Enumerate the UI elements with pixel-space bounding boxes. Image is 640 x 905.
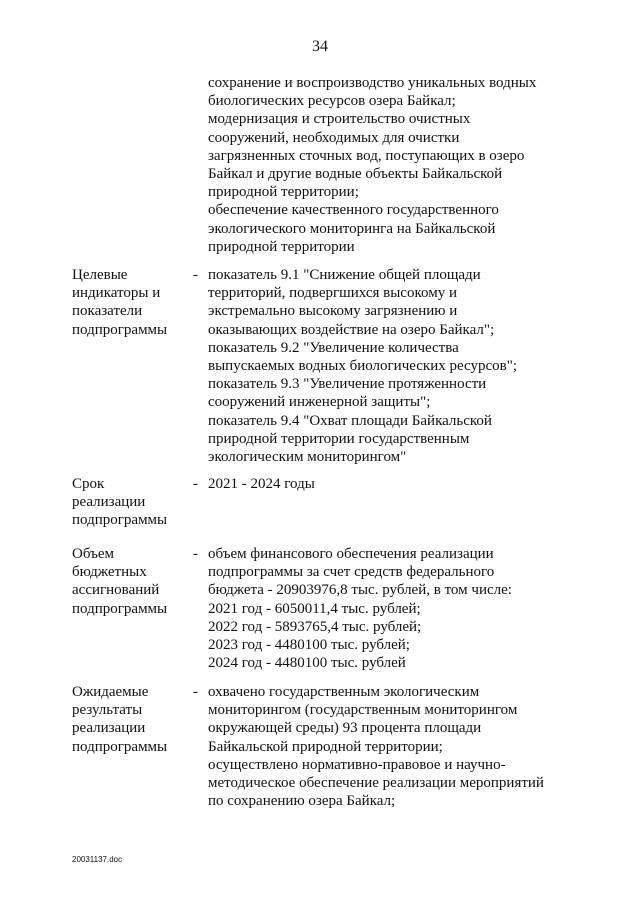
text-line: оказывающих воздействие на озеро Байкал"; bbox=[208, 321, 495, 338]
text-line: обеспечение качественного государственного bbox=[208, 202, 499, 219]
text-line: загрязненных сточных вод, поступающих в озеро bbox=[208, 147, 525, 164]
text-line: 2021 год - 6050011,4 тыс. рублей; bbox=[208, 600, 421, 617]
text-line: Байкал и другие водные объекты Байкальской bbox=[208, 166, 503, 183]
text-line: Байкальской природной территории; bbox=[208, 738, 443, 755]
label-line: Целевые bbox=[72, 267, 128, 283]
text-line: окружающей среды) 93 процента площади bbox=[208, 720, 482, 737]
text-line: методическое обеспечение реализации мероприятий bbox=[208, 775, 544, 792]
text-line: сохранение и воспроизводство уникальных водных bbox=[208, 75, 537, 91]
label-line: ассигнований bbox=[72, 582, 160, 599]
section-label bbox=[72, 545, 187, 618]
section-label bbox=[72, 475, 187, 530]
text-line: 2023 год - 4480100 тыс. рублей; bbox=[208, 637, 410, 654]
dash-separator: - bbox=[193, 684, 198, 700]
text-line: сооружений, необходимых для очистки bbox=[208, 129, 460, 146]
label-line: подпрограммы bbox=[72, 738, 168, 755]
text-line: 2024 год - 4480100 тыс. рублей bbox=[208, 655, 406, 672]
section-content bbox=[208, 266, 568, 466]
text-line: 2021 - 2024 годы bbox=[208, 476, 315, 492]
text-line: 2022 год - 5893765,4 тыс. рублей; bbox=[208, 618, 422, 635]
dash-separator: - bbox=[193, 546, 198, 562]
text-line: мониторингом (государственным мониторингом bbox=[208, 702, 518, 719]
label-line: бюджетных bbox=[72, 564, 147, 581]
text-line: объем финансового обеспечения реализации bbox=[208, 546, 494, 562]
text-line: природной территории государственным bbox=[208, 430, 470, 447]
text-line: показатель 9.3 "Увеличение протяженности bbox=[208, 376, 487, 393]
text-line: осуществлено нормативно-правовое и научно- bbox=[208, 756, 506, 773]
section-content bbox=[208, 475, 568, 493]
label-line: индикаторы и bbox=[72, 285, 161, 302]
section-label bbox=[72, 683, 187, 756]
text-line: показатель 9.1 "Снижение общей площади bbox=[208, 267, 481, 283]
text-line: подпрограммы за счет средств федерального bbox=[208, 564, 495, 581]
text-line: по сохранению озера Байкал; bbox=[208, 793, 396, 810]
text-line: экстремально высокому загрязнению и bbox=[208, 303, 458, 320]
page-number: 34 bbox=[312, 38, 328, 55]
section-content bbox=[208, 545, 568, 672]
label-line: подпрограммы bbox=[72, 600, 168, 617]
continuation-text bbox=[208, 74, 568, 256]
label-line: реализации bbox=[72, 494, 146, 511]
label-line: подпрограммы bbox=[72, 321, 168, 338]
text-line: сооружений инженерной защиты"; bbox=[208, 394, 431, 411]
label-line: Ожидаемые bbox=[72, 684, 149, 700]
text-line: экологического мониторинга на Байкальской bbox=[208, 220, 496, 237]
text-line: природной территории bbox=[208, 238, 355, 255]
text-line: биологических ресурсов озера Байкал; bbox=[208, 93, 456, 110]
dash-separator: - bbox=[193, 476, 198, 492]
text-line: территорий, подвергшихся высокому и bbox=[208, 285, 457, 302]
text-line: экологическим мониторингом" bbox=[208, 449, 407, 466]
label-line: реализации bbox=[72, 720, 146, 737]
text-line: охвачено государственным экологическим bbox=[208, 684, 480, 700]
document-footer: 20031137.doc bbox=[72, 855, 123, 864]
text-line: показатель 9.2 "Увеличение количества bbox=[208, 339, 459, 356]
label-line: Срок bbox=[72, 476, 105, 492]
text-line: выпускаемых водных биологических ресурсов"; bbox=[208, 358, 518, 375]
dash-separator: - bbox=[193, 267, 198, 283]
section-content bbox=[208, 683, 568, 810]
text-line: бюджета - 20903976,8 тыс. рублей, в том числе: bbox=[208, 582, 512, 599]
label-line: подпрограммы bbox=[72, 512, 168, 529]
label-line: результаты bbox=[72, 702, 143, 719]
label-line: Объем bbox=[72, 546, 114, 562]
text-line: показатель 9.4 "Охват площади Байкальской bbox=[208, 412, 492, 429]
label-line: показатели bbox=[72, 303, 143, 320]
text-line: природной территории; bbox=[208, 184, 359, 201]
section-label bbox=[72, 266, 187, 339]
text-line: модернизация и строительство очистных bbox=[208, 111, 471, 128]
